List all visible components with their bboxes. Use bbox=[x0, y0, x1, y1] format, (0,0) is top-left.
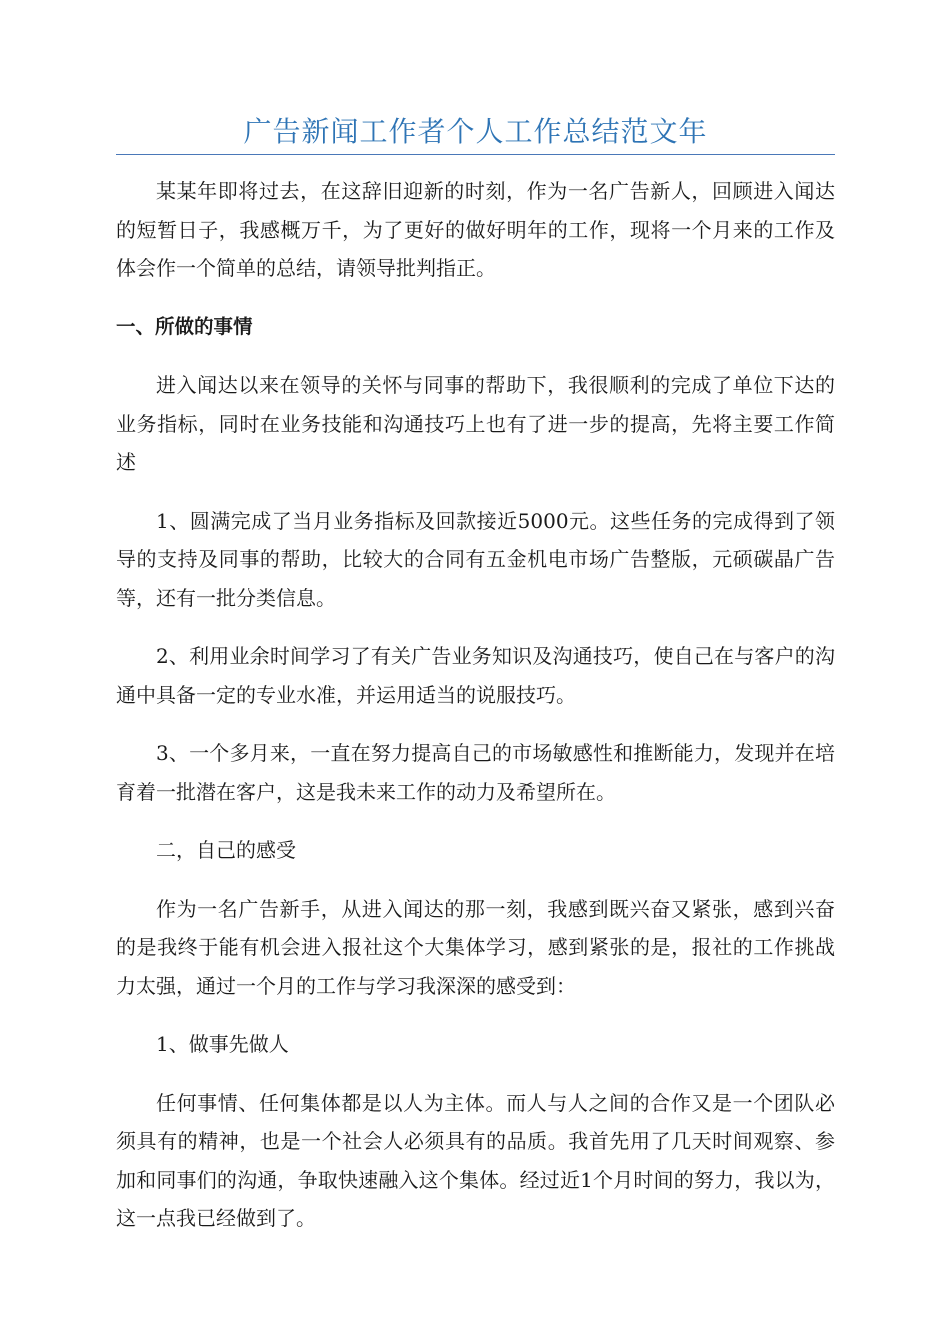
paragraph-item-3: 3、一个多月来，一直在努力提高自己的市场敏感性和推断能力，发现并在培育着一批潜在客户，这是我未来工作的动力及希望所在。 bbox=[116, 741, 835, 804]
paragraph-feelings: 作为一名广告新手，从进入闻达的那一刻，我感到既兴奋又紧张，感到兴奋的是我终于能有机会进入报社这个大集体学习，感到紧张的是，报社的工作挑战力太强，通过一个月的工作与学习我深深的感受到： bbox=[116, 896, 835, 998]
paragraph-work-summary: 进入闻达以来在领导的关怀与同事的帮助下，我很顺利的完成了单位下达的业务指标，同时在业务技能和沟通技巧上也有了进一步的提高，先将主要工作简述 bbox=[116, 373, 835, 474]
section-heading-1: 一、所做的事情 bbox=[116, 314, 253, 338]
document-body bbox=[116, 172, 835, 1258]
paragraph-teamwork: 任何事情、任何集体都是以人为主体。而人与人之间的合作又是一个团队必须具有的精神，也是一个社会人必须具有的品质。我首先用了几天时间观察、参加和同事们的沟通，争取快速融入这个集体。经过近1个月时间的努力，我以为，这一点我已经做到了。 bbox=[116, 1090, 835, 1230]
paragraph-item-2: 2、利用业余时间学习了有关广告业务知识及沟通技巧，使自己在与客户的沟通中具备一定的专业水准，并运用适当的说服技巧。 bbox=[116, 644, 835, 707]
title-underline bbox=[116, 154, 835, 155]
section-heading-2: 二，自己的感受 bbox=[156, 838, 296, 862]
paragraph-intro: 某某年即将过去，在这辞旧迎新的时刻，作为一名广告新人，回顾进入闻达的短暂日子，我感概万千，为了更好的做好明年的工作，现将一个月来的工作及体会作一个简单的总结，请领导批判指正。 bbox=[116, 179, 835, 280]
paragraph-subheading-1: 1、做事先做人 bbox=[156, 1032, 289, 1056]
document-title: 广告新闻工作者个人工作总结范文年 bbox=[243, 115, 708, 148]
paragraph-item-1: 1、圆满完成了当月业务指标及回款接近5000元。这些任务的完成得到了领导的支持及同事的帮助，比较大的合同有五金机电市场广告整版，元硕碳晶广告等，还有一批分类信息。 bbox=[116, 508, 835, 610]
